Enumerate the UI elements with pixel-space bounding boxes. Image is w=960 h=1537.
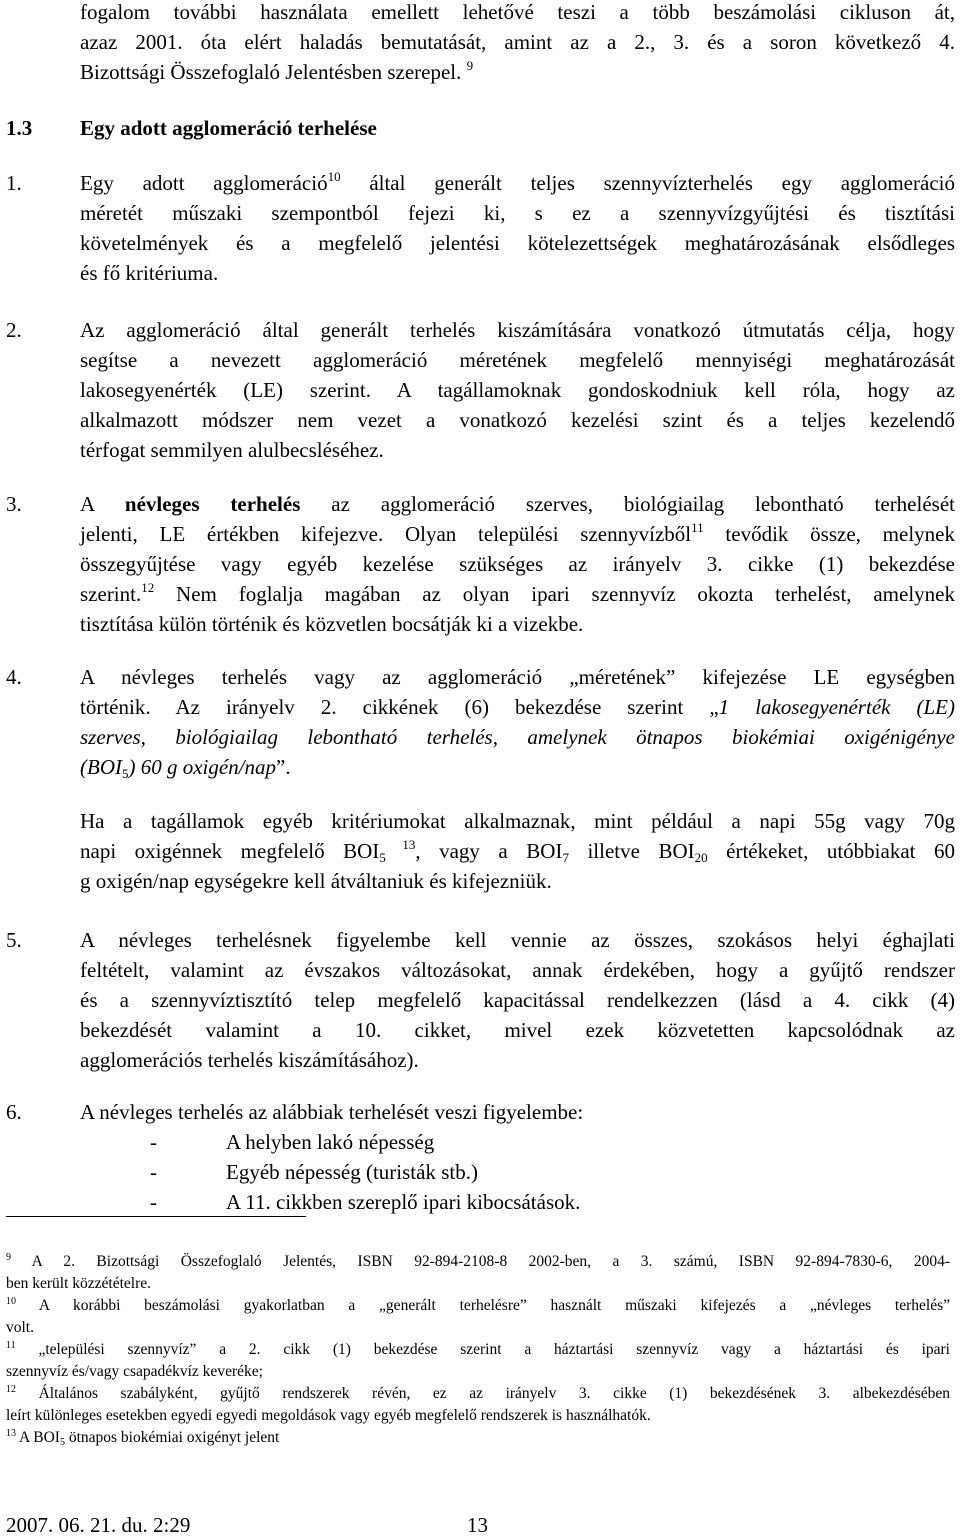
p2-line-4: alkalmazott módszer nem vezet a vonatkozó kezelési szint és a teljes kezelendő	[80, 408, 955, 432]
footnote-9-line-1: $^9$ A 2. Bizottsági Összefoglaló Jelentés, ISBN 92-894-2108-8 2002-ben, a 3. számú, ISBN 92-894-7830-6, 2004-	[6, 1252, 950, 1270]
footer-datetime: 2007. 06. 21. du. 2:29	[6, 1513, 191, 1537]
footnote-ref-13[interactable]: 13	[385, 837, 416, 852]
paragraph-6-list	[150, 1127, 580, 1217]
p3-line-4: szerint.$^{12}$ Nem foglalja magában az olyan ipari szennyvíz okozta terhelést, amelynek	[80, 580, 955, 606]
intro-line-3: Bizottsági Összefoglaló Jelentésben szerepel. $^9$	[80, 58, 474, 84]
footnote-10-line-1: $^{10}$ A korábbi beszámolási gyakorlatban a „generált terhelésre” használt műszaki kifejezés a „névleges terhelés”	[6, 1296, 950, 1314]
list-item: - Egyéb népesség (turisták stb.)	[150, 1160, 478, 1184]
footnote-13-line-1: $^{13}$ A $BOI_5$ ötnapos biokémiai oxigényt jelent	[6, 1428, 280, 1448]
p4-line-2: történik. Az irányelv 2. cikkének (6) bekezdése szerint „1 lakosegyenérték (LE)	[80, 695, 955, 719]
footnote-12-line-1: $^{12}$ Általános szabályként, gyűjtő rendszerek révén, ez az irányelv 3. cikke (1) bekezdésének 3. albekezdésében	[6, 1384, 950, 1402]
paragraph-number-5: 5.	[6, 928, 22, 952]
paragraph-number-2: 2.	[6, 318, 22, 342]
footnote-ref-11[interactable]: 11	[691, 520, 704, 535]
p2-line-1: Az agglomeráció által generált terhelés kiszámítására vonatkozó útmutatás célja, hogy	[80, 318, 955, 342]
p4-line-3: szerves, biológiailag lebontható terhelés, amelynek ötnapos biokémiai oxigénigénye	[80, 725, 955, 749]
intro-paragraph	[80, 0, 955, 87]
paragraph-number-1: 1.	[6, 171, 22, 195]
paragraph-6	[80, 1097, 955, 1127]
p6-line-1: A névleges terhelés az alábbiak terhelését veszi figyelembe:	[80, 1100, 584, 1124]
list-item: - A 11. cikkben szereplő ipari kibocsátások.	[150, 1190, 581, 1214]
p5-line-4: bekezdését valamint a 10. cikket, mivel ezek közvetetten kapcsolódnak az	[80, 1018, 955, 1042]
footnote-12-line-2: leírt különleges esetekben egyedi egyedi megoldások vagy egyéb megfelelő rendszerek is használhatók.	[6, 1407, 651, 1424]
p1-line-2: méretét műszaki szempontból fejezi ki, s ez a szennyvízgyűjtési és tisztítási	[80, 201, 955, 225]
footnotes	[6, 1251, 950, 1449]
footnote-ref-9[interactable]: 9	[466, 58, 474, 73]
paragraph-number-3: 3.	[6, 492, 22, 516]
p3-line-1: A névleges terhelés az agglomeráció szerves, biológiailag lebontható terhelését	[80, 492, 955, 516]
paragraph-4b	[80, 806, 955, 896]
p5-line-1: A névleges terhelésnek figyelembe kell vennie az összes, szokásos helyi éghajlati	[80, 928, 955, 952]
p2-line-2: segítse a nevezett agglomeráció méretének megfelelő mennyiségi meghatározását	[80, 348, 955, 372]
footnote-10-line-2: volt.	[6, 1319, 34, 1336]
footnote-ref-10[interactable]: 10	[327, 169, 341, 184]
section-heading	[6, 113, 377, 143]
p4b-line-2: napi oxigénnek megfelelő $BOI_5$ $^{13}$, vagy a $BOI_7$ illetve $BOI_{20}$ értékeket, utóbbiakat 60	[80, 837, 956, 865]
paragraph-5	[80, 925, 955, 1075]
footnote-separator	[6, 1216, 306, 1217]
footnote-11-line-1: $^{11}$ „települési szennyvíz” a 2. cikk (1) bekezdése szerint a háztartási szennyvíz vagy a háztartási és ipari	[6, 1340, 950, 1358]
page-number: 13	[467, 1513, 488, 1537]
p4-line-4: $(BOI_5)$ 60 g oxigén/nap”.	[80, 755, 291, 781]
p1-line-1: Egy adott agglomeráció$^{10}$ által generált teljes szennyvízterhelés egy agglomeráció	[80, 169, 955, 195]
section-number: 1.3	[6, 116, 33, 140]
footnote-ref-12[interactable]: 12	[141, 580, 155, 595]
p5-line-3: és a szennyvíztisztító telep megfelelő kapacitással rendelkezzen (lásd a 4. cikk (4)	[80, 988, 955, 1012]
paragraph-4	[80, 662, 955, 782]
p1-line-3: követelmények és a megfelelő jelentési kötelezettségek meghatározásának elsődleges	[80, 231, 955, 255]
p4b-line-3: g oxigén/nap egységekre kell átváltaniuk és kifejezniük.	[80, 869, 552, 893]
p5-line-2: feltételt, valamint az évszakos változásokat, annak érdekében, hogy a gyűjtő rendszer	[80, 958, 955, 982]
p4b-line-1: Ha a tagállamok egyéb kritériumokat alkalmaznak, mint például a napi 55g vagy 70g	[80, 809, 955, 833]
list-item: - A helyben lakó népesség	[150, 1130, 435, 1154]
p1-line-4: és fő kritériuma.	[80, 261, 219, 285]
intro-line-2: azaz 2001. óta elért haladás bemutatását, amint az a 2., 3. és a soron következő 4.	[80, 30, 955, 54]
p2-line-5: térfogat semmilyen alulbecsléséhez.	[80, 438, 384, 462]
paragraph-number-6: 6.	[6, 1100, 22, 1124]
p4-line-1: A névleges terhelés vagy az agglomeráció „méretének” kifejezése LE egységben	[80, 665, 955, 689]
p5-line-5: agglomerációs terhelés kiszámításához).	[80, 1048, 419, 1072]
p2-line-3: lakosegyenérték (LE) szerint. A tagállamoknak gondoskodniuk kell róla, hogy az	[80, 378, 955, 402]
paragraph-3	[80, 489, 955, 639]
paragraph-number-4: 4.	[6, 665, 22, 689]
p3-line-3: összegyűjtése vagy egyéb kezelése szükséges az irányelv 3. cikke (1) bekezdése	[80, 552, 955, 576]
footnote-11-line-2: szennyvíz és/vagy csapadékvíz keveréke;	[6, 1363, 263, 1380]
paragraph-1	[80, 168, 955, 288]
section-title: Egy adott agglomeráció terhelése	[80, 116, 377, 140]
paragraph-2	[80, 315, 955, 465]
intro-line-1: fogalom további használata emellett lehetővé teszi a több beszámolási cikluson át,	[80, 0, 955, 24]
footnote-9-line-2: ben került közzétételre.	[6, 1275, 152, 1292]
p3-line-5: tisztítása külön történik és közvetlen bocsátják ki a vizekbe.	[80, 612, 584, 636]
p3-line-2: jelenti, LE értékben kifejezve. Olyan települési szennyvízből$^{11}$ tevődik össze, melynek	[80, 520, 955, 546]
